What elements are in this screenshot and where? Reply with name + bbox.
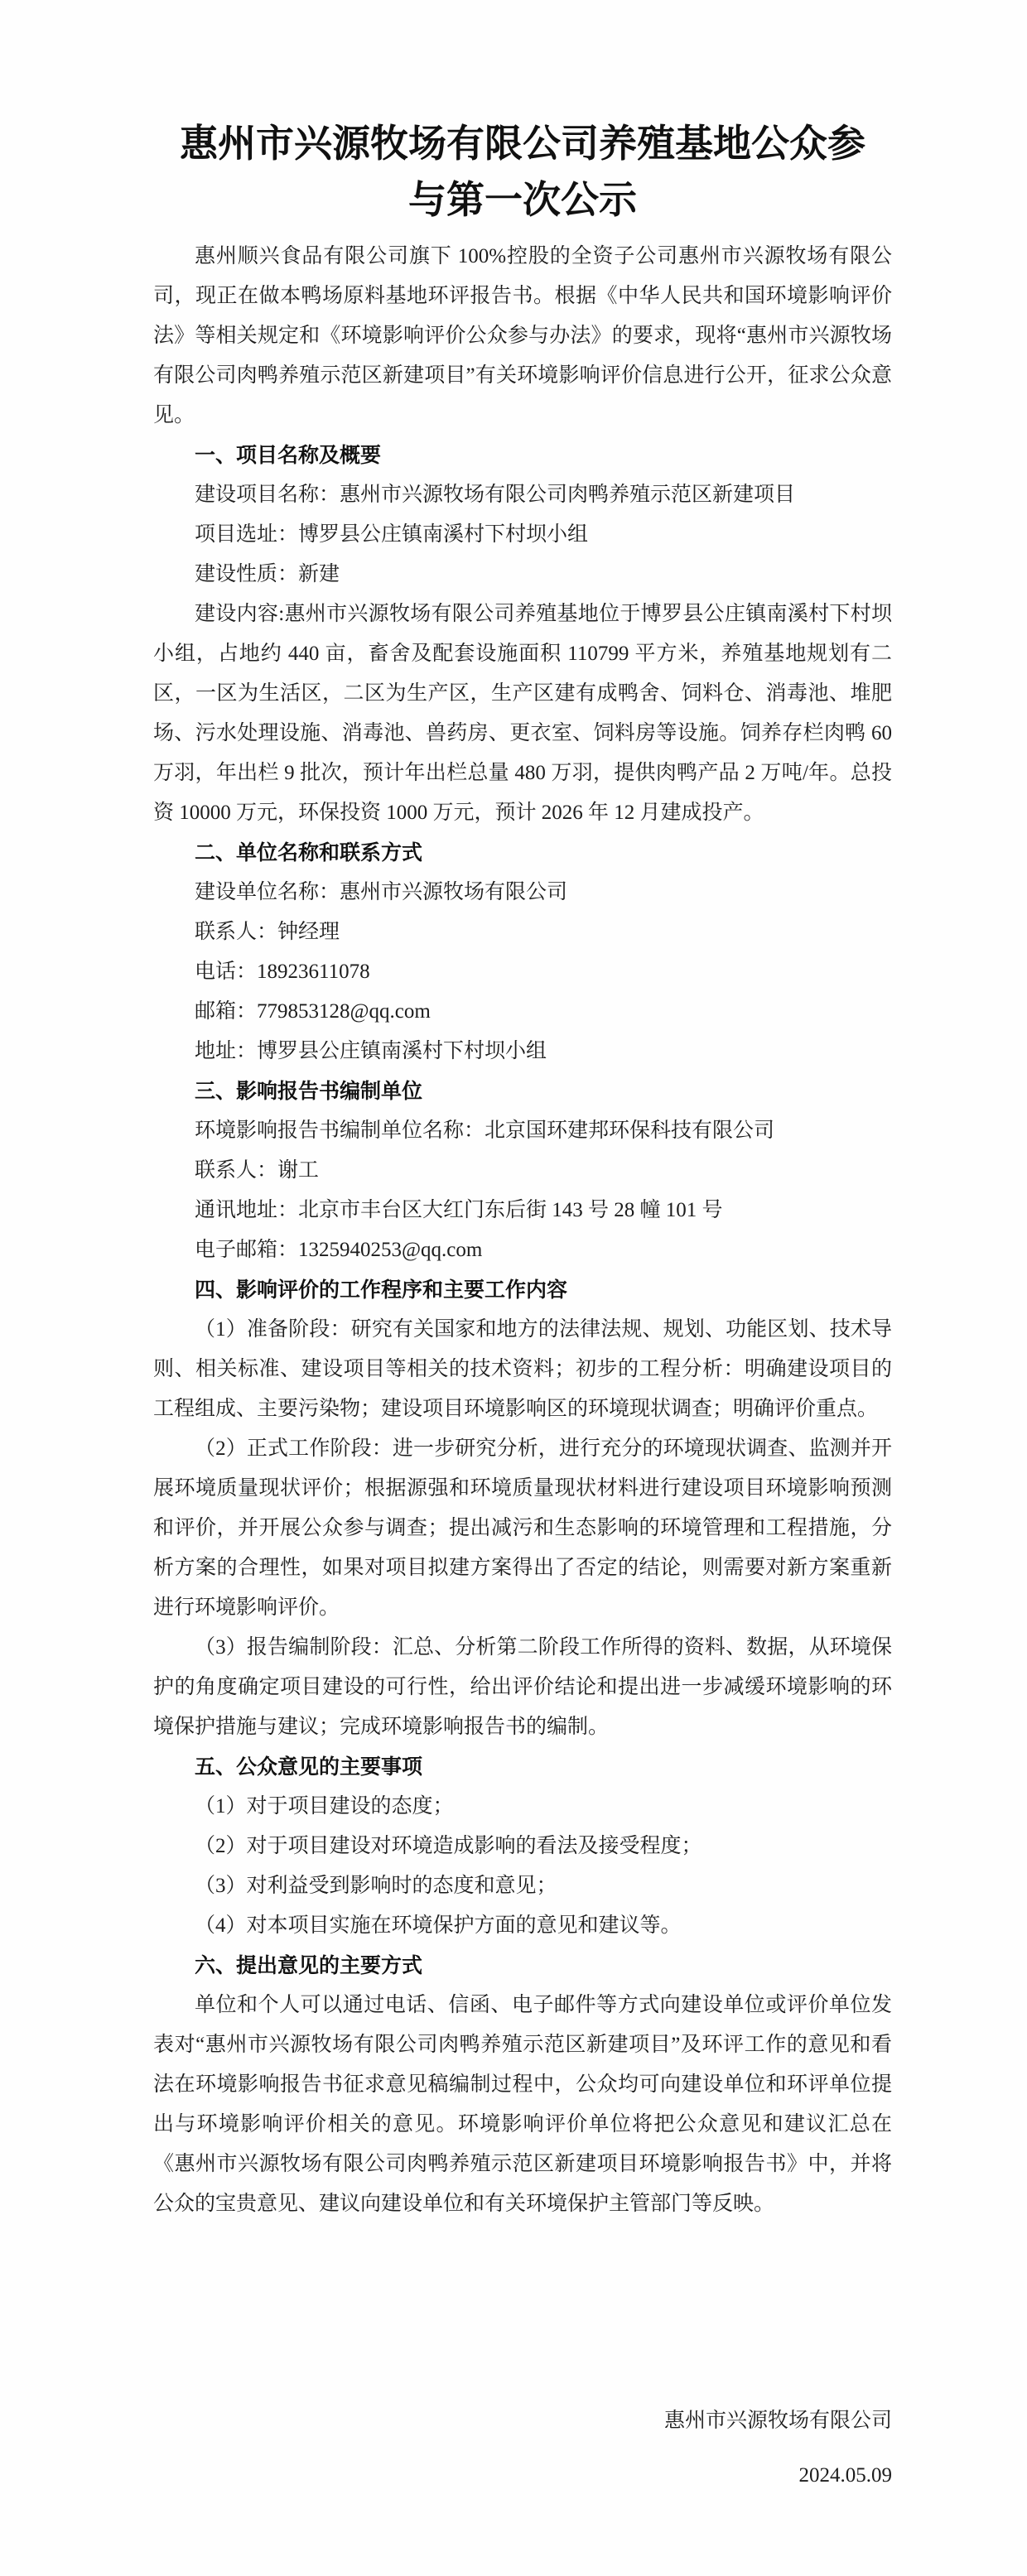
- document-footer: [153, 2394, 892, 2503]
- project-name-line: 建设项目名称：惠州市兴源牧场有限公司肉鸭养殖示范区新建项目: [195, 484, 796, 506]
- section-heading-builder-contact: 二、单位名称和联系方式: [195, 841, 423, 864]
- compiler-address-line: 通讯地址：北京市丰台区大红门东后街 143 号 28 幢 101 号: [195, 1199, 723, 1221]
- compiler-email-line: 电子邮箱：1325940253@qq.com: [195, 1239, 483, 1261]
- builder-address-line: 地址：博罗县公庄镇南溪村下村坝小组: [195, 1040, 547, 1062]
- document-title-line-2: 与第一次公示: [408, 179, 637, 221]
- section-heading-work-procedure: 四、影响评价的工作程序和主要工作内容: [195, 1278, 568, 1302]
- document-title: [153, 116, 892, 229]
- compiler-contact-person-line: 联系人：谢工: [195, 1159, 320, 1182]
- footer-company: 惠州市兴源牧场有限公司: [663, 2410, 892, 2432]
- document-title-line-1: 惠州市兴源牧场有限公司养殖基地公众参: [180, 123, 865, 165]
- feedback-methods-paragraph: 单位和个人可以通过电话、信函、电子邮件等方式向建设单位或评价单位发表对“惠州市兴源牧场有限公司肉鸭养殖示范区新建项目”及环评工作的意见和看法在环境影响报告书征求意见稿编制过程中，公众均可向建设单位和环评单位提出与环境影响评价相关的意见。环境影响评价单位将把公众意见和建议汇总在《惠州市兴源牧场有限公司肉鸭养殖示范区新建项目环境影响报告书》中，并将公众的宝贵意见、建议向建设单位和有关环境保护主管部门等反映。: [153, 1994, 892, 2215]
- builder-contact-person-line: 联系人：钟经理: [195, 921, 340, 943]
- project-site-line: 项目选址：博罗县公庄镇南溪村下村坝小组: [195, 523, 589, 546]
- section-heading-project-overview: 一、项目名称及概要: [195, 444, 382, 467]
- opinion-item-3-line: （3）对利益受到影响时的态度和意见；: [195, 1875, 557, 1897]
- compiler-name-line: 环境影响报告书编制单位名称：北京国环建邦环保科技有限公司: [195, 1119, 775, 1142]
- procedure-stage-1-paragraph: （1）准备阶段：研究有关国家和地方的法律法规、规划、功能区划、技术导则、相关标准、建设项目等相关的技术资料；初步的工程分析：明确建设项目的工程组成、主要污染物；建设项目环境影响区的环境现状调查；明确评价重点。: [153, 1318, 892, 1420]
- section-heading-feedback-methods: 六、提出意见的主要方式: [195, 1954, 423, 1977]
- footer-date: 2024.05.09: [798, 2464, 892, 2487]
- procedure-stage-3-paragraph: （3）报告编制阶段：汇总、分析第二阶段工作所得的资料、数据，从环境保护的角度确定项目建设的可行性，给出评价结论和提出进一步减缓环境影响的环境保护措施与建议；完成环境影响报告书的编制。: [153, 1636, 892, 1738]
- opinion-item-2-line: （2）对于项目建设对环境造成影响的看法及接受程度；: [195, 1835, 702, 1857]
- opinion-item-1-line: （1）对于项目建设的态度；: [195, 1795, 454, 1818]
- section-heading-public-opinion-items: 五、公众意见的主要事项: [195, 1755, 423, 1779]
- construction-nature-line: 建设性质：新建: [195, 563, 340, 585]
- builder-phone-line: 电话：18923611078: [195, 961, 370, 983]
- builder-email-line: 邮箱：779853128@qq.com: [195, 1000, 431, 1023]
- section-heading-report-compiler: 三、影响报告书编制单位: [195, 1080, 423, 1103]
- construction-content-paragraph: 建设内容:惠州市兴源牧场有限公司养殖基地位于博罗县公庄镇南溪村下村坝小组，占地约 440 亩，畜舍及配套设施面积 110799 平方米，养殖基地规划有二区，一区为生活区，二区为生产区，生产区建有成鸭舍、饲料仓、消毒池、堆肥场、污水处理设施、消毒池、兽药房、更衣室、饲料房等设施。饲养存栏肉鸭 60 万羽，年出栏 9 批次，预计年出栏总量 480 万羽，提供肉鸭产品 2 万吨/年。总投资 10000 万元，环保投资 1000 万元，预计 2026 年 12 月建成投产。: [153, 603, 892, 824]
- procedure-stage-2-paragraph: （2）正式工作阶段：进一步研究分析，进行充分的环境现状调查、监测并开展环境质量现状评价；根据源强和环境质量现状材料进行建设项目环境影响预测和评价，并开展公众参与调查；提出减污和生态影响的环境管理和工程措施，分析方案的合理性，如果对项目拟建方案得出了否定的结论，则需要对新方案重新进行环境影响评价。: [153, 1437, 892, 1619]
- intro-paragraph: 惠州顺兴食品有限公司旗下 100%控股的全资子公司惠州市兴源牧场有限公司，现正在做本鸭场原料基地环评报告书。根据《中华人民共和国环境影响评价法》等相关规定和《环境影响评价公众参与办法》的要求，现将“惠州市兴源牧场有限公司肉鸭养殖示范区新建项目”有关环境影响评价信息进行公开，征求公众意见。: [153, 245, 892, 426]
- opinion-item-4-line: （4）对本项目实施在环境保护方面的意见和建议等。: [195, 1914, 682, 1937]
- builder-name-line: 建设单位名称：惠州市兴源牧场有限公司: [195, 881, 568, 903]
